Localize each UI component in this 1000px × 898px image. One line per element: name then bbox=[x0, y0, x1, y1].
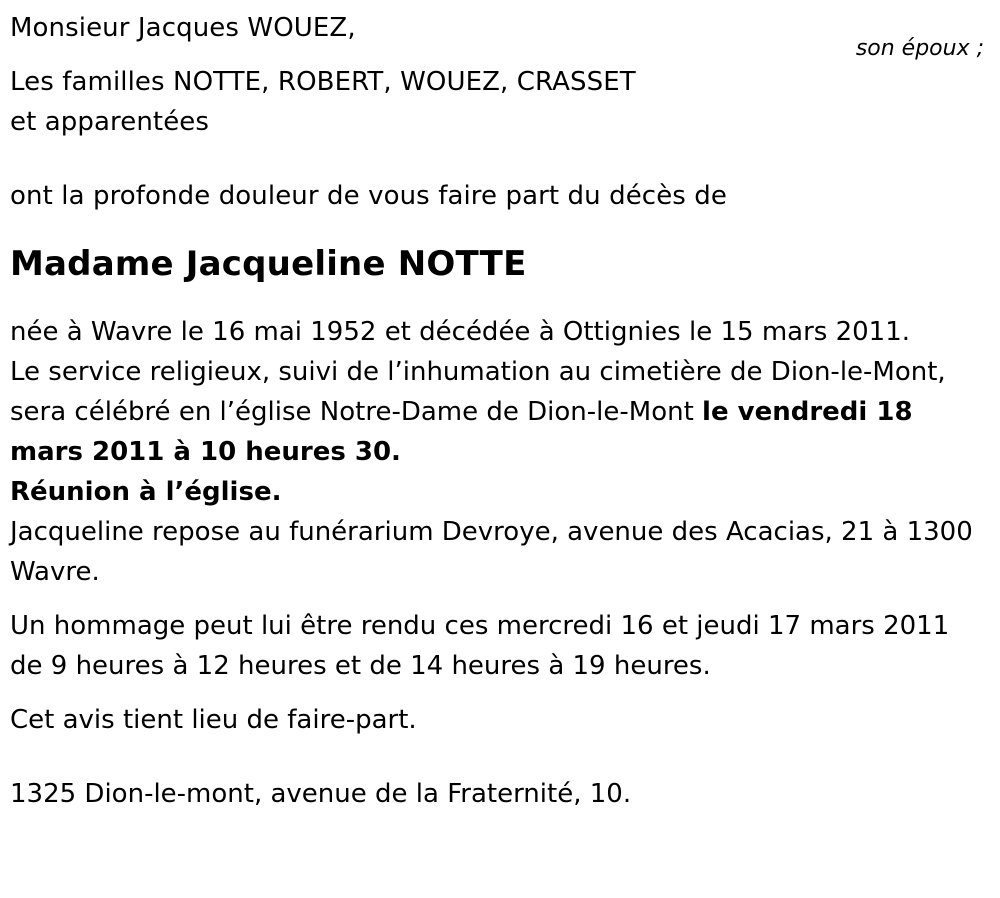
gathering-note: Réunion à l’église. bbox=[10, 477, 282, 507]
mourner-relation: son époux ; bbox=[855, 36, 984, 61]
families-line-1: Les familles NOTTE, ROBERT, WOUEZ, CRASSET bbox=[10, 67, 636, 97]
spacer-before-announcement bbox=[10, 142, 986, 176]
mourner-block bbox=[10, 8, 986, 61]
notice-note: Cet avis tient lieu de faire-part. bbox=[10, 705, 417, 735]
announcement-text: ont la profonde douleur de vous faire part du décès de bbox=[10, 181, 728, 211]
mourner-primary: Monsieur Jacques WOUEZ, bbox=[10, 13, 356, 43]
spacer-before-name bbox=[10, 216, 986, 242]
spacer-after-name bbox=[10, 286, 986, 312]
service-text: Le service religieux, suivi de l’inhumation au cimetière de Dion-le-Mont, sera célébré en l’église Notre-Dame de Dion-le-Mont bbox=[10, 357, 946, 427]
spacer-before-address bbox=[10, 740, 986, 774]
family-address: 1325 Dion-le-mont, avenue de la Fraternité, 10. bbox=[10, 779, 632, 809]
birth-death-details: née à Wavre le 16 mai 1952 et décédée à Ottignies le 15 mars 2011. bbox=[10, 317, 911, 347]
service-details bbox=[10, 352, 986, 472]
families-line-2: et apparentées bbox=[10, 107, 210, 137]
spacer-before-hours bbox=[10, 592, 986, 606]
spacer-after-mourner bbox=[10, 48, 986, 62]
service-datetime: le vendredi 18 mars 2011 à 10 heures 30. bbox=[10, 397, 913, 467]
visiting-hours: Un hommage peut lui être rendu ces mercredi 16 et jeudi 17 mars 2011 de 9 heures à 12 heures et de 14 heures à 19 heures. bbox=[10, 611, 950, 681]
funeral-home-info: Jacqueline repose au funérarium Devroye, avenue des Acacias, 21 à 1300 Wavre. bbox=[10, 517, 973, 587]
spacer-before-note bbox=[10, 686, 986, 700]
deceased-name: Madame Jacqueline NOTTE bbox=[10, 244, 527, 284]
